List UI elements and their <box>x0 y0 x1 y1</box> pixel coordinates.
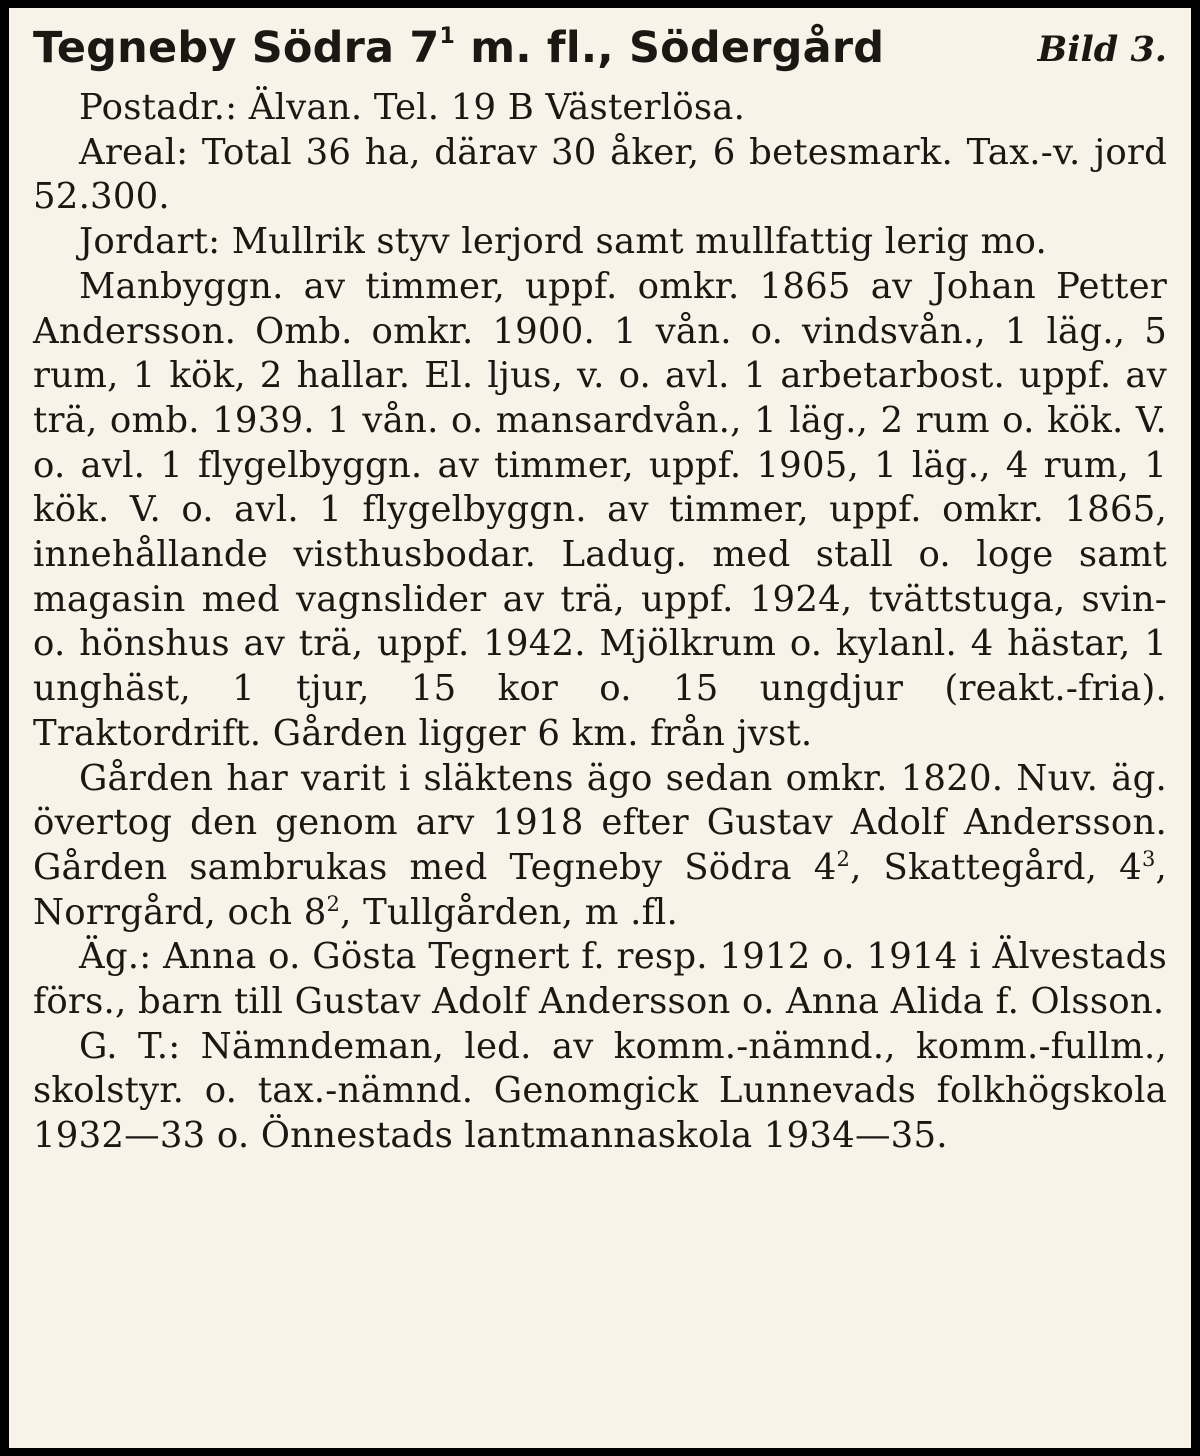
area-paragraph: Areal: Total 36 ha, därav 30 åker, 6 betesmark. Tax.-v. jord 52.300. <box>33 131 1167 218</box>
image-reference: Bild 3. <box>1037 29 1167 70</box>
buildings-paragraph: Manbyggn. av timmer, uppf. omkr. 1865 av Johan Petter Andersson. Omb. omkr. 1900. 1 vån. o. vindsvån., 1 läg., 5 rum, 1 kök, 2 hallar. El. ljus, v. o. avl. 1 arbetarbost. uppf. av trä, omb. 1939. 1 vån. o. mansardvån., 1 läg., 2 rum o. kök. V. o. avl. 1 flygelbyggn. av timmer, uppf. 1905, 1 läg., 4 rum, 1 kök. V. o. avl. 1 flygelbyggn. av timmer, uppf. omkr. 1865, innehållande visthusbodar. Ladug. med stall o. loge samt magasin med vagnslider av trä, uppf. 1924, tvättstuga, svin- o. hönshus av trä, uppf. 1942. Mjölkrum o. kylanl. 4 hästar, 1 unghäst, 1 tjur, 15 kor o. 15 ungdjur (reakt.-fria). Traktordrift. Gården ligger 6 km. från jvst. <box>33 265 1167 754</box>
title-main: Tegneby Södra 7 <box>33 23 440 73</box>
farm-history-text: Gården har varit i släktens ägo sedan omkr. 1820. Nuv. äg. övertog den genom arv 1918 efter Gustav Adolf Andersson. Gården sambrukas med Tegneby Södra 4 <box>33 757 1167 888</box>
farm-history-text: , Tullgården, m .fl. <box>340 891 678 933</box>
farm-history-paragraph <box>33 757 1167 936</box>
owner-details-paragraph: G. T.: Nämndeman, led. av komm.-nämnd., komm.-fullm., skolstyr. o. tax.-nämnd. Genomgick Lunnevads folkhögskola 1932—33 o. Önnestads lantmannaskola 1934—35. <box>33 1025 1167 1157</box>
superscript: 2 <box>326 891 341 916</box>
entry-body <box>33 86 1167 1159</box>
owners-paragraph: Äg.: Anna o. Gösta Tegnert f. resp. 1912 o. 1914 i Älvestads förs., barn till Gustav Adolf Andersson o. Anna Alida f. Olsson. <box>33 936 1167 1023</box>
superscript: 3 <box>1141 847 1156 872</box>
title-superscript: 1 <box>439 23 456 49</box>
superscript: 2 <box>836 847 851 872</box>
entry-title <box>33 20 884 76</box>
farm-history-text: , Norrgård, och 8 <box>33 846 1167 933</box>
entry-header <box>33 20 1167 86</box>
farm-history-text: , Skattegård, 4 <box>850 846 1142 888</box>
postal-address-paragraph: Postadr.: Älvan. Tel. 19 B Västerlösa. <box>79 87 746 128</box>
title-rest: m. fl., Södergård <box>455 23 885 73</box>
soil-type-paragraph: Jordart: Mullrik styv lerjord samt mullfattig lerig mo. <box>79 221 1047 263</box>
page <box>9 8 1191 1448</box>
